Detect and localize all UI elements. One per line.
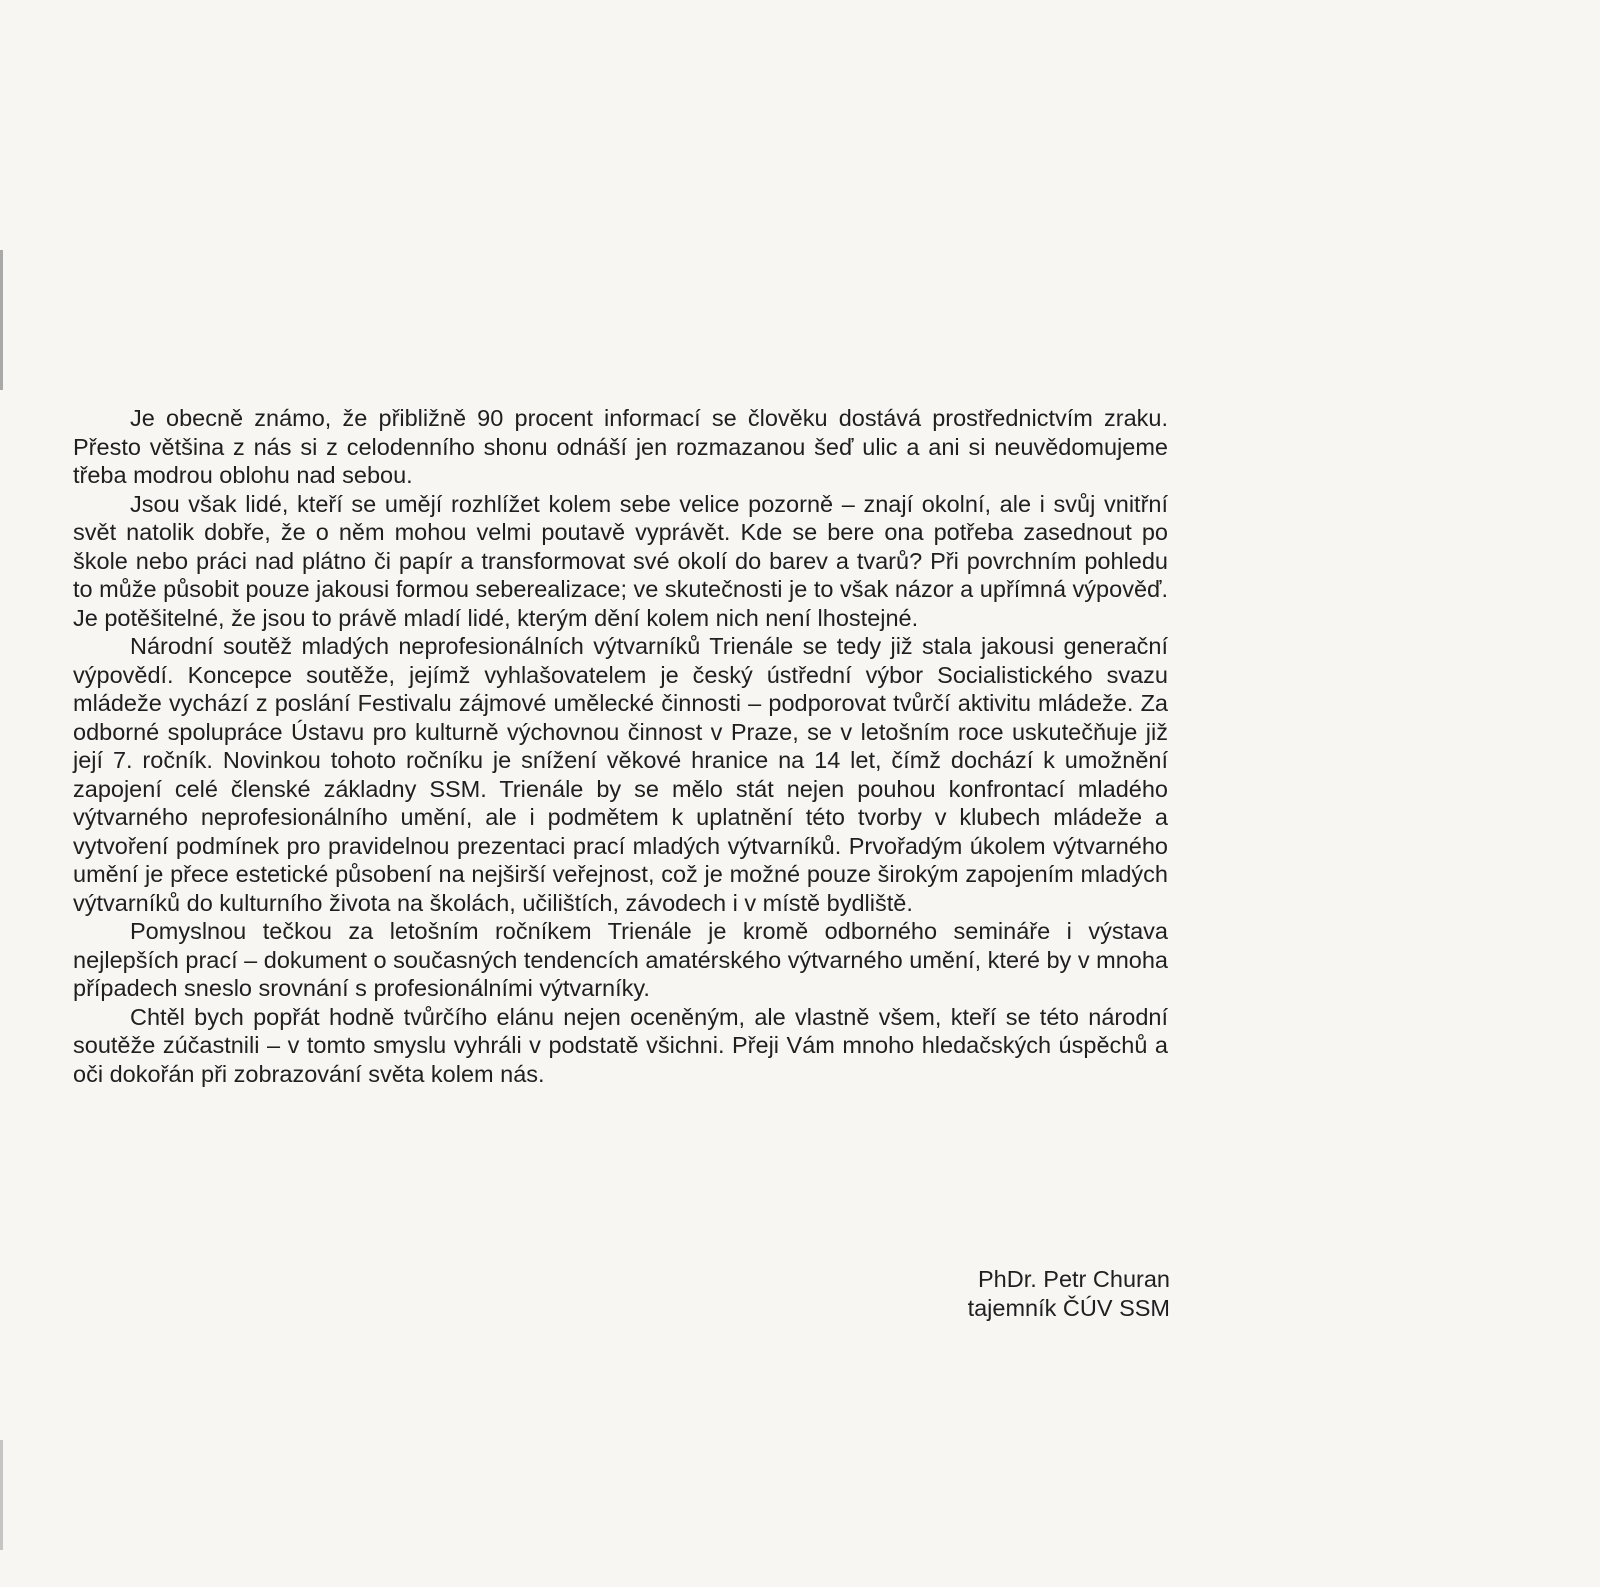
paragraph-3: Národní soutěž mladých neprofesionálních výtvarníků Trienále se tedy již stala jakousi generační výpovědí. Koncepce soutěže, jejímž vyhlašovatelem je český ústřední výbor Socialistického svazu mládeže vychází z poslání Festivalu zájmové umělecké činnosti – podporovat tvůrčí aktivitu mládeže. Za odborné spolupráce Ústavu pro kulturně výchovnou činnost v Praze, se v letošním roce uskutečňuje již její 7. ročník. Novinkou tohoto ročníku je snížení věkové hranice na 14 let, čímž dochází k umožnění zapojení celé členské základny SSM. Trienále by se mělo stát nejen pouhou konfrontací mladého výtvarného neprofesionálního umění, ale i podmětem k uplatnění této tvorby v klubech mládeže a vytvoření podmínek pro pravidelnou prezentaci prací mladých výtvarníků. Prvořadým úkolem výtvarného umění je přece estetické působení na nejširší veřejnost, což je možné pouze širokým zapojením mladých výtvarníků do kulturního života na školách, učilištích, závodech i v místě bydliště.	[73, 633, 1168, 916]
paragraph-4: Pomyslnou tečkou za letošním ročníkem Trienále je kromě odborného semináře i výstava nejlepších prací – dokument o současných tendencích amatérského výtvarného umění, které by v mnoha případech sneslo srovnání s profesionálními výtvarníky.	[73, 918, 1168, 1001]
page-edge-mark-bottom	[0, 1440, 3, 1550]
paragraph-2: Jsou však lidé, kteří se umějí rozhlížet kolem sebe velice pozorně – znají okolní, ale i svůj vnitřní svět natolik dobře, že o něm mohou velmi poutavě vyprávět. Kde se bere ona potřeba zasednout po škole nebo práci nad plátno či papír a transformovat své okolí do barev a tvarů? Při povrchním pohledu to může působit pouze jakousi formou seberealizace; ve skutečnosti je to však názor a upřímná výpověď. Je potěšitelné, že jsou to právě mladí lidé, kterým dění kolem nich není lhostejné.	[73, 490, 1168, 631]
paragraph-5: Chtěl bych popřát hodně tvůrčího elánu nejen oceněným, ale vlastně všem, kteří se této národní soutěže zúčastnili – v tomto smyslu vyhráli v podstatě všichni. Přeji Vám mnoho hledačských úspěchů a oči dokořán při zobrazování světa kolem nás.	[73, 1003, 1168, 1087]
article-body	[73, 404, 1168, 1088]
signature-name: PhDr. Petr Churan	[977, 1266, 1170, 1292]
page-edge-mark	[0, 250, 3, 390]
signature-block	[968, 1265, 1170, 1323]
signature-title: tajemník ČÚV SSM	[967, 1295, 1170, 1321]
paragraph-1: Je obecně známo, že přibližně 90 procent informací se člověku dostává prostřednictvím zraku. Přesto většina z nás si z celodenního shonu odnáší jen rozmazanou šeď ulic a ani si neuvědomujeme třeba modrou oblohu nad sebou.	[73, 405, 1168, 488]
